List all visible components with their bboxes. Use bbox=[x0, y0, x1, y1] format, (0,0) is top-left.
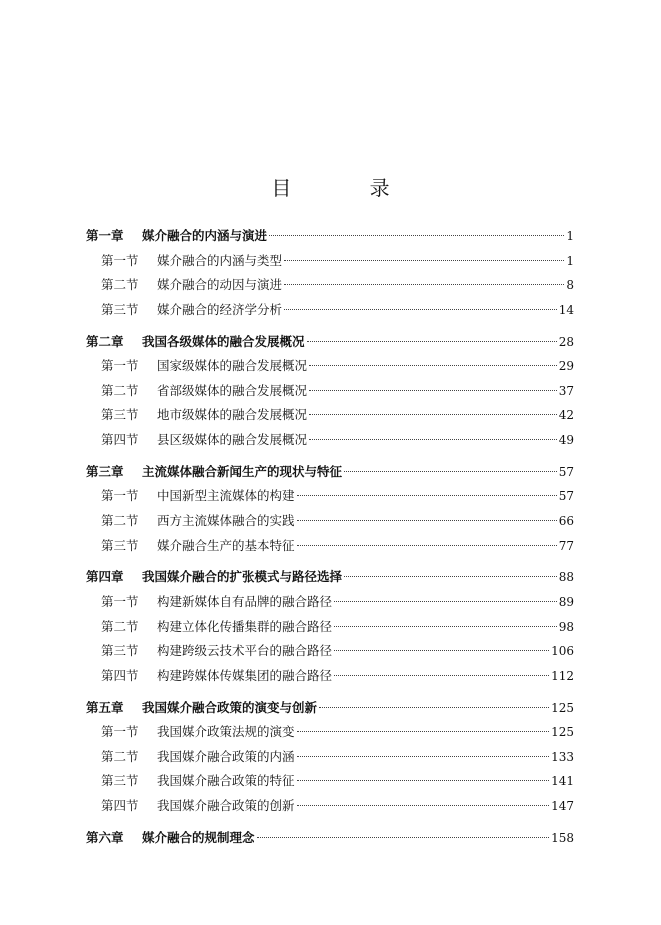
section-title: 国家级媒体的融合发展概况 bbox=[157, 358, 308, 374]
section-number: 第二节 bbox=[101, 513, 139, 529]
dot-leader bbox=[269, 235, 564, 236]
page-number: 57 bbox=[558, 489, 574, 504]
chapter-number: 第三章 bbox=[86, 463, 124, 479]
toc-section-entry[interactable] bbox=[86, 720, 574, 745]
section-number: 第一节 bbox=[101, 593, 139, 609]
page-number: 147 bbox=[551, 799, 574, 814]
dot-leader bbox=[344, 576, 557, 577]
chapter-title: 我国各级媒体的融合发展概况 bbox=[142, 333, 305, 349]
toc-chapter-entry[interactable] bbox=[86, 330, 574, 355]
section-number: 第一节 bbox=[101, 358, 139, 374]
dot-leader bbox=[284, 309, 557, 310]
chapter-title: 我国媒介融合的扩张模式与路径选择 bbox=[142, 569, 343, 585]
section-title: 中国新型主流媒体的构建 bbox=[157, 488, 295, 504]
page-number: 158 bbox=[551, 830, 574, 845]
chapter-title: 媒介融合的内涵与演进 bbox=[142, 228, 268, 243]
page-number: 88 bbox=[558, 570, 574, 585]
section-number: 第三节 bbox=[101, 301, 139, 317]
toc-section-entry[interactable] bbox=[86, 615, 574, 640]
section-number: 第二节 bbox=[101, 618, 139, 634]
page-number: 42 bbox=[558, 408, 574, 423]
page-number: 125 bbox=[551, 725, 574, 740]
dot-leader bbox=[297, 780, 550, 781]
dot-leader bbox=[257, 837, 550, 838]
section-number: 第二节 bbox=[101, 382, 139, 398]
toc-section-entry[interactable] bbox=[86, 639, 574, 664]
dot-leader bbox=[297, 545, 557, 546]
section-number: 第二节 bbox=[101, 748, 139, 764]
page-number: 1 bbox=[566, 253, 574, 268]
toc-chapter-entry[interactable] bbox=[86, 696, 574, 721]
section-title: 县区级媒体的融合发展概况 bbox=[157, 432, 308, 448]
page-number: 29 bbox=[558, 359, 574, 374]
dot-leader bbox=[297, 495, 557, 496]
dot-leader bbox=[319, 707, 549, 708]
dot-leader bbox=[309, 439, 557, 440]
chapter-number: 第六章 bbox=[86, 829, 124, 845]
section-title: 地市级媒体的融合发展概况 bbox=[157, 407, 308, 423]
section-number: 第三节 bbox=[101, 537, 139, 553]
section-number: 第一节 bbox=[101, 488, 139, 504]
toc-section-entry[interactable] bbox=[86, 664, 574, 689]
chapter-number: 第一章 bbox=[86, 228, 124, 243]
section-title: 媒介融合的经济学分析 bbox=[157, 301, 283, 317]
page-title: 目 录 bbox=[271, 176, 426, 200]
dot-leader bbox=[309, 390, 557, 391]
toc-section-entry[interactable] bbox=[86, 794, 574, 819]
section-title: 西方主流媒体融合的实践 bbox=[157, 513, 295, 529]
section-title: 构建跨媒体传媒集团的融合路径 bbox=[157, 667, 333, 683]
chapter-title: 我国媒介融合政策的演变与创新 bbox=[142, 699, 318, 715]
toc-section-entry[interactable] bbox=[86, 509, 574, 534]
page-number: 8 bbox=[566, 278, 574, 293]
dot-leader bbox=[297, 805, 550, 806]
section-number: 第三节 bbox=[101, 643, 139, 659]
page-number: 14 bbox=[558, 302, 574, 317]
toc-section-entry[interactable] bbox=[86, 249, 574, 274]
section-title: 我国媒介融合政策的特征 bbox=[157, 773, 295, 789]
dot-leader bbox=[334, 675, 549, 676]
toc-chapter-entry[interactable] bbox=[86, 826, 574, 851]
section-title: 构建新媒体自有品牌的融合路径 bbox=[157, 593, 333, 609]
page-number: 28 bbox=[558, 334, 574, 349]
dot-leader bbox=[284, 284, 564, 285]
page-number: 141 bbox=[551, 774, 574, 789]
page-number: 98 bbox=[558, 619, 574, 634]
page-number: 37 bbox=[558, 383, 574, 398]
section-number: 第三节 bbox=[101, 773, 139, 789]
dot-leader bbox=[297, 756, 550, 757]
dot-leader bbox=[334, 601, 557, 602]
toc-section-entry[interactable] bbox=[86, 590, 574, 615]
toc-section-entry[interactable] bbox=[86, 484, 574, 509]
page-number: 112 bbox=[551, 668, 574, 683]
toc-section-entry[interactable] bbox=[86, 745, 574, 770]
page-number: 125 bbox=[551, 700, 574, 715]
toc-section-entry[interactable] bbox=[86, 379, 574, 404]
section-title: 构建跨级云技术平台的融合路径 bbox=[157, 643, 333, 659]
page-number: 66 bbox=[558, 514, 574, 529]
toc-section-entry[interactable] bbox=[86, 769, 574, 794]
section-number: 第四节 bbox=[101, 667, 139, 683]
toc-section-entry[interactable] bbox=[86, 273, 574, 298]
chapter-number: 第五章 bbox=[86, 699, 124, 715]
section-number: 第一节 bbox=[101, 252, 139, 268]
section-number: 第三节 bbox=[101, 407, 139, 423]
section-title: 构建立体化传播集群的融合路径 bbox=[157, 618, 333, 634]
chapter-title: 媒介融合的规制理念 bbox=[142, 829, 255, 845]
toc-section-entry[interactable] bbox=[86, 403, 574, 428]
dot-leader bbox=[344, 471, 557, 472]
section-number: 第四节 bbox=[101, 798, 139, 814]
dot-leader bbox=[309, 365, 557, 366]
section-number: 第一节 bbox=[101, 724, 139, 740]
page-number: 57 bbox=[558, 464, 574, 479]
chapter-number: 第二章 bbox=[86, 333, 124, 349]
toc-section-entry[interactable] bbox=[86, 298, 574, 323]
dot-leader bbox=[307, 341, 557, 342]
toc-chapter-entry[interactable] bbox=[86, 565, 574, 590]
toc-section-entry[interactable] bbox=[86, 534, 574, 559]
page-number: 133 bbox=[551, 749, 574, 764]
dot-leader bbox=[334, 650, 549, 651]
section-number: 第二节 bbox=[101, 277, 139, 293]
section-title: 媒介融合的动因与演进 bbox=[157, 277, 283, 293]
page-number: 49 bbox=[558, 433, 574, 448]
section-title: 媒介融合的内涵与类型 bbox=[157, 252, 283, 268]
section-title: 省部级媒体的融合发展概况 bbox=[157, 382, 308, 398]
page-number: 89 bbox=[558, 594, 574, 609]
page-number: 106 bbox=[551, 644, 574, 659]
section-title: 媒介融合生产的基本特征 bbox=[157, 537, 295, 553]
dot-leader bbox=[284, 260, 564, 261]
chapter-title: 主流媒体融合新闻生产的现状与特征 bbox=[142, 463, 343, 479]
section-number: 第四节 bbox=[101, 432, 139, 448]
chapter-number: 第四章 bbox=[86, 569, 124, 585]
toc-section-entry[interactable] bbox=[86, 428, 574, 453]
dot-leader bbox=[297, 520, 557, 521]
toc-chapter-entry[interactable] bbox=[86, 460, 574, 485]
section-title: 我国媒介政策法规的演变 bbox=[157, 724, 295, 740]
dot-leader bbox=[309, 414, 557, 415]
dot-leader bbox=[297, 731, 550, 732]
table-of-contents bbox=[86, 224, 574, 850]
section-title: 我国媒介融合政策的内涵 bbox=[157, 748, 295, 764]
page-number: 77 bbox=[558, 538, 574, 553]
dot-leader bbox=[334, 626, 557, 627]
toc-section-entry[interactable] bbox=[86, 354, 574, 379]
toc-chapter-entry[interactable] bbox=[86, 224, 574, 249]
page-number: 1 bbox=[566, 229, 574, 243]
section-title: 我国媒介融合政策的创新 bbox=[157, 798, 295, 814]
